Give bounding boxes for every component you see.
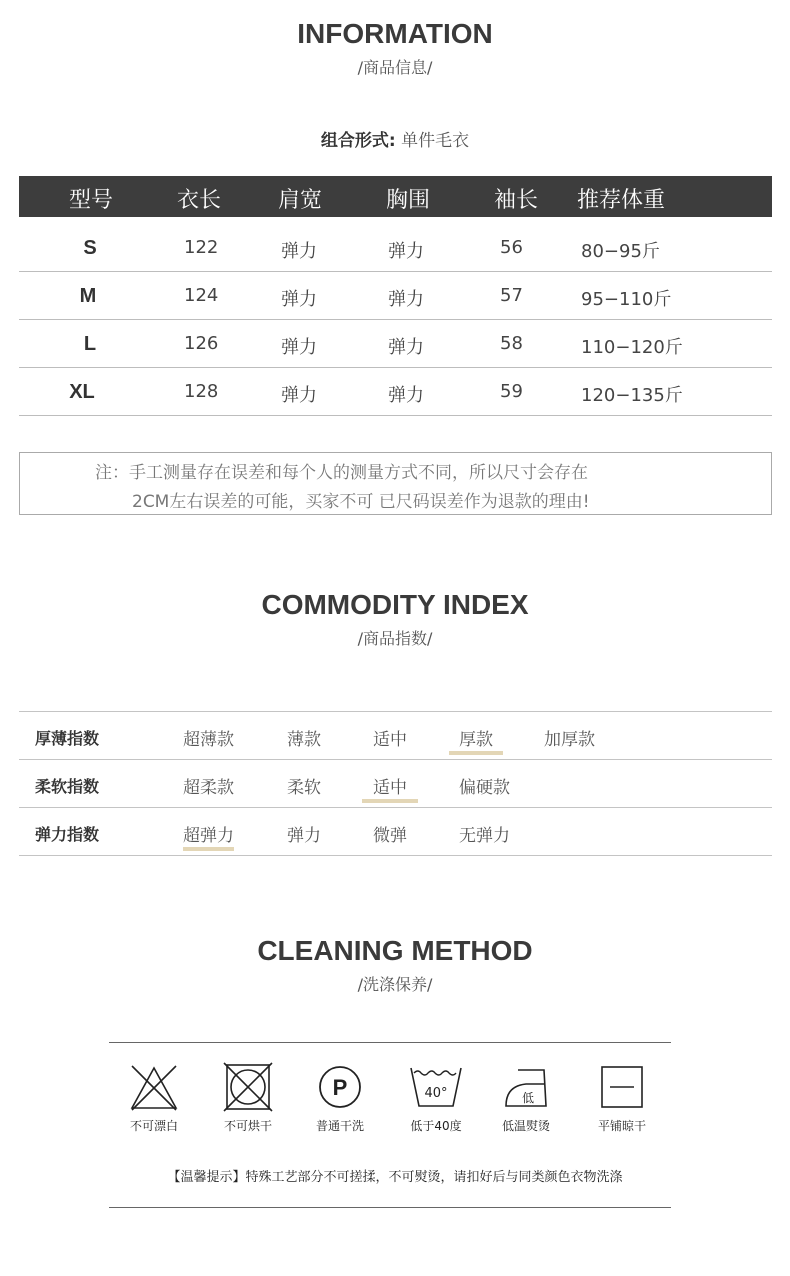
dry-clean-glyph: P [332, 1075, 348, 1100]
care-label: 平铺晾干 [597, 1119, 646, 1133]
index-option: 加厚款 [544, 730, 595, 750]
cell-chest: 弹力 [388, 385, 424, 406]
table-row [19, 224, 772, 272]
cell-weight: 110−120斤 [581, 337, 683, 358]
cleaning-title: CLEANING METHOD [257, 935, 533, 966]
care-item-wash-40 [396, 1062, 476, 1137]
header-model: 型号 [69, 188, 114, 213]
care-label: 低温熨烫 [501, 1119, 550, 1133]
index-option: 超薄款 [183, 730, 234, 750]
dry-clean-p-icon [314, 1062, 366, 1112]
low-iron-icon [498, 1062, 554, 1112]
header-weight: 推荐体重 [577, 188, 666, 213]
cell-shoulder: 弹力 [281, 241, 317, 262]
cell-shoulder: 弹力 [281, 337, 317, 358]
cell-chest: 弹力 [388, 289, 424, 310]
care-item-no-tumble-dry [208, 1062, 288, 1137]
index-option: 微弹 [373, 826, 407, 846]
index-option: 适中 [373, 730, 407, 750]
note-line-1: 注：手工测量存在误差和每个人的测量方式不同，所以尺寸会存在 [95, 463, 588, 483]
cell-sleeve: 59 [500, 381, 523, 402]
index-option: 超柔款 [183, 778, 234, 798]
commodity-title: COMMODITY INDEX [261, 589, 529, 620]
care-label: 不可漂白 [129, 1119, 178, 1133]
cell-weight: 80−95斤 [581, 241, 660, 262]
measurement-note [19, 452, 772, 515]
cell-length: 122 [184, 237, 219, 258]
combo-form [0, 126, 790, 151]
cell-length: 128 [184, 381, 219, 402]
index-option-selected: 厚款 [449, 725, 503, 755]
cell-length: 126 [184, 333, 219, 354]
index-row-thickness [19, 712, 772, 760]
cell-sleeve: 58 [500, 333, 523, 354]
index-option: 柔软 [287, 778, 321, 798]
cell-size: L [83, 333, 97, 355]
index-label: 厚薄指数 [35, 729, 100, 748]
index-option: 薄款 [287, 730, 321, 750]
index-row-softness [19, 760, 772, 808]
cell-sleeve: 57 [500, 285, 523, 306]
cell-size: M [79, 285, 97, 307]
index-option: 无弹力 [459, 826, 510, 846]
cleaning-top-divider [109, 1042, 671, 1043]
care-label: 不可烘干 [223, 1119, 272, 1133]
cell-shoulder: 弹力 [281, 385, 317, 406]
table-row [19, 368, 772, 416]
care-item-dry-clean [300, 1062, 380, 1137]
note-line-2: 2CM左右误差的可能，买家不可 已尺码误差作为退款的理由! [132, 492, 590, 512]
header-chest: 胸围 [386, 188, 431, 213]
header-sleeve: 袖长 [494, 188, 539, 213]
cell-shoulder: 弹力 [281, 289, 317, 310]
information-title: INFORMATION [297, 18, 493, 49]
care-label: 低于40度 [410, 1119, 462, 1133]
header-shoulder: 肩宽 [278, 188, 323, 213]
no-tumble-dry-icon [222, 1062, 274, 1112]
cleaning-subtitle: /洗涤保养/ [357, 975, 433, 994]
cell-size: S [83, 237, 97, 259]
cleaning-bottom-divider [109, 1207, 671, 1208]
header-length: 衣长 [177, 188, 222, 213]
cell-weight: 120−135斤 [581, 385, 683, 406]
care-tip: 【温馨提示】特殊工艺部分不可搓揉，不可熨烫，请扣好后与同类颜色衣物洗涤 [167, 1170, 623, 1185]
table-row [19, 272, 772, 320]
commodity-subtitle: /商品指数/ [357, 629, 433, 648]
cell-size: XL [69, 381, 95, 403]
combo-value: 单件毛衣 [401, 131, 470, 151]
index-label: 柔软指数 [35, 777, 100, 796]
dry-flat-icon [596, 1062, 648, 1112]
iron-glyph: 低 [521, 1091, 535, 1105]
care-item-low-iron [486, 1062, 566, 1137]
index-option: 偏硬款 [459, 778, 510, 798]
cell-sleeve: 56 [500, 237, 523, 258]
information-subtitle: /商品信息/ [357, 58, 433, 77]
no-bleach-icon [128, 1062, 180, 1112]
cell-chest: 弹力 [388, 337, 424, 358]
index-option-selected: 超弹力 [183, 821, 234, 851]
care-label: 普通干洗 [315, 1119, 364, 1133]
index-option: 弹力 [287, 826, 321, 846]
care-item-no-bleach [114, 1062, 194, 1137]
size-table-header [19, 176, 772, 217]
index-option-selected: 适中 [362, 773, 418, 803]
cell-weight: 95−110斤 [581, 289, 672, 310]
combo-label: 组合形式: [320, 131, 396, 151]
index-row-elasticity [19, 808, 772, 856]
care-item-dry-flat [582, 1062, 662, 1137]
wash-temp-glyph: 40° [424, 1086, 448, 1101]
wash-40-icon [408, 1062, 464, 1112]
cell-length: 124 [184, 285, 219, 306]
cell-chest: 弹力 [388, 241, 424, 262]
table-row [19, 320, 772, 368]
index-label: 弹力指数 [35, 825, 100, 844]
